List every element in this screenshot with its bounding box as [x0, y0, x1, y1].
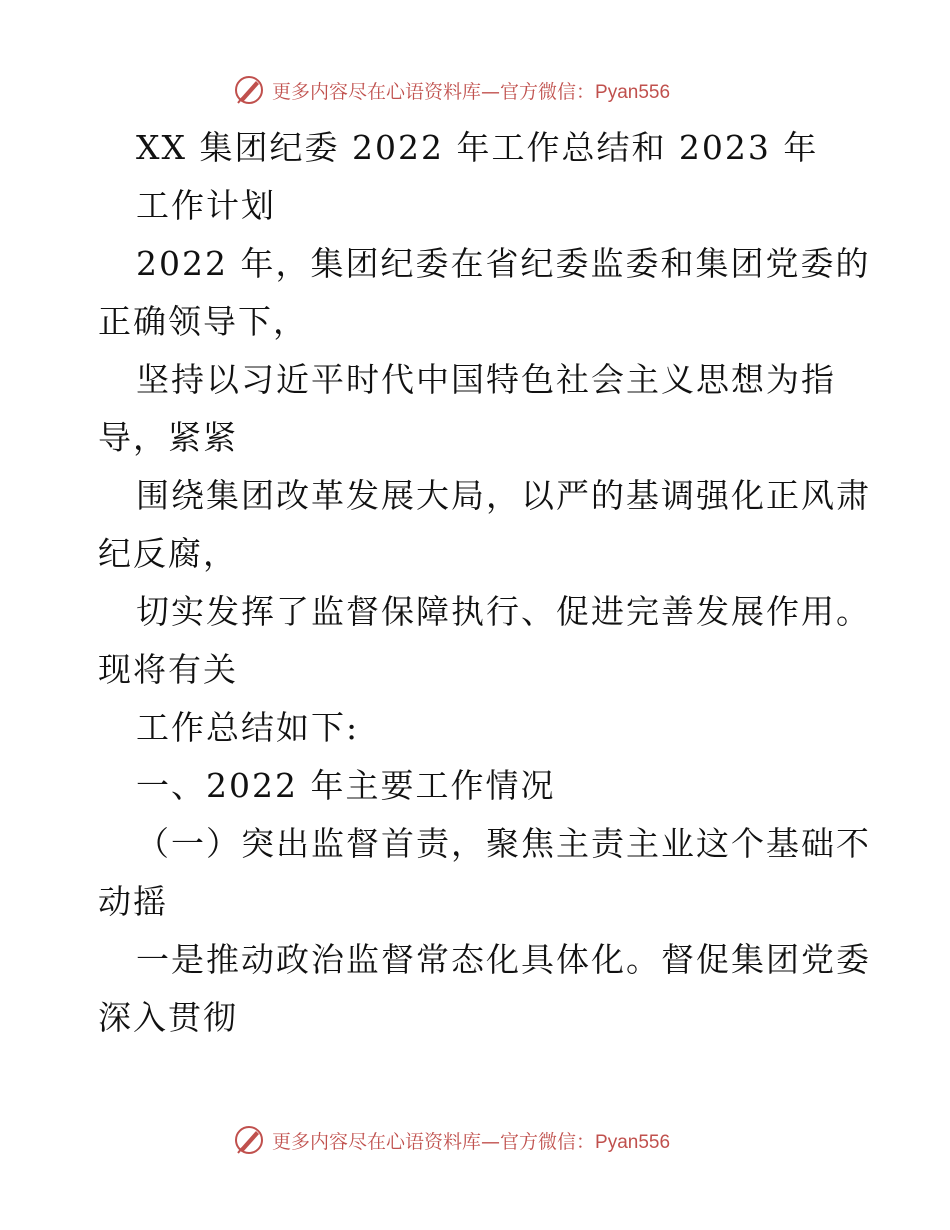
doc-line: 切实发挥了监督保障执行、促进完善发展作用。: [136, 592, 871, 631]
doc-line: 2022 年，集团纪委在省纪委监委和集团党委的: [136, 244, 871, 283]
doc-line: 坚持以习近平时代中国特色社会主义思想为指: [136, 360, 836, 399]
banner-separator: —: [481, 1130, 501, 1153]
doc-line: 纪反腐，: [98, 534, 238, 573]
quill-pen-icon: [232, 73, 266, 107]
banner-wechat-id: Pyan556: [595, 1131, 671, 1153]
quill-pen-icon: [232, 1123, 266, 1157]
doc-line: 一是推动政治监督常态化具体化。督促集团党委: [136, 940, 871, 979]
doc-line: 正确领导下，: [98, 302, 308, 341]
banner-main-text: 更多内容尽在心语资料库: [272, 1130, 482, 1153]
banner-suffix: 官方微信：: [500, 1130, 596, 1153]
doc-line: 动摇: [98, 882, 168, 921]
banner-wechat-id: Pyan556: [595, 81, 671, 103]
doc-line: 现将有关: [98, 650, 238, 689]
banner-separator: —: [481, 80, 501, 103]
subsection-heading: （一）突出监督首责，聚焦主责主业这个基础不: [136, 824, 871, 863]
doc-line: 导，紧紧: [98, 418, 238, 457]
doc-line: 工作总结如下:: [136, 708, 360, 747]
doc-line: 深入贯彻: [98, 998, 238, 1037]
footer-banner: [232, 1120, 670, 1160]
banner-main-text: 更多内容尽在心语资料库: [272, 80, 482, 103]
doc-line: 围绕集团改革发展大局，以严的基调强化正风肃: [136, 476, 871, 515]
header-banner: [232, 70, 670, 110]
section-heading: 一、2022 年主要工作情况: [136, 766, 556, 805]
doc-title-line-2: 工作计划: [136, 186, 276, 225]
doc-title-line-1: XX 集团纪委 2022 年工作总结和 2023 年: [136, 128, 819, 167]
banner-text: [272, 77, 670, 104]
banner-suffix: 官方微信：: [500, 80, 596, 103]
banner-text: [272, 1127, 670, 1154]
